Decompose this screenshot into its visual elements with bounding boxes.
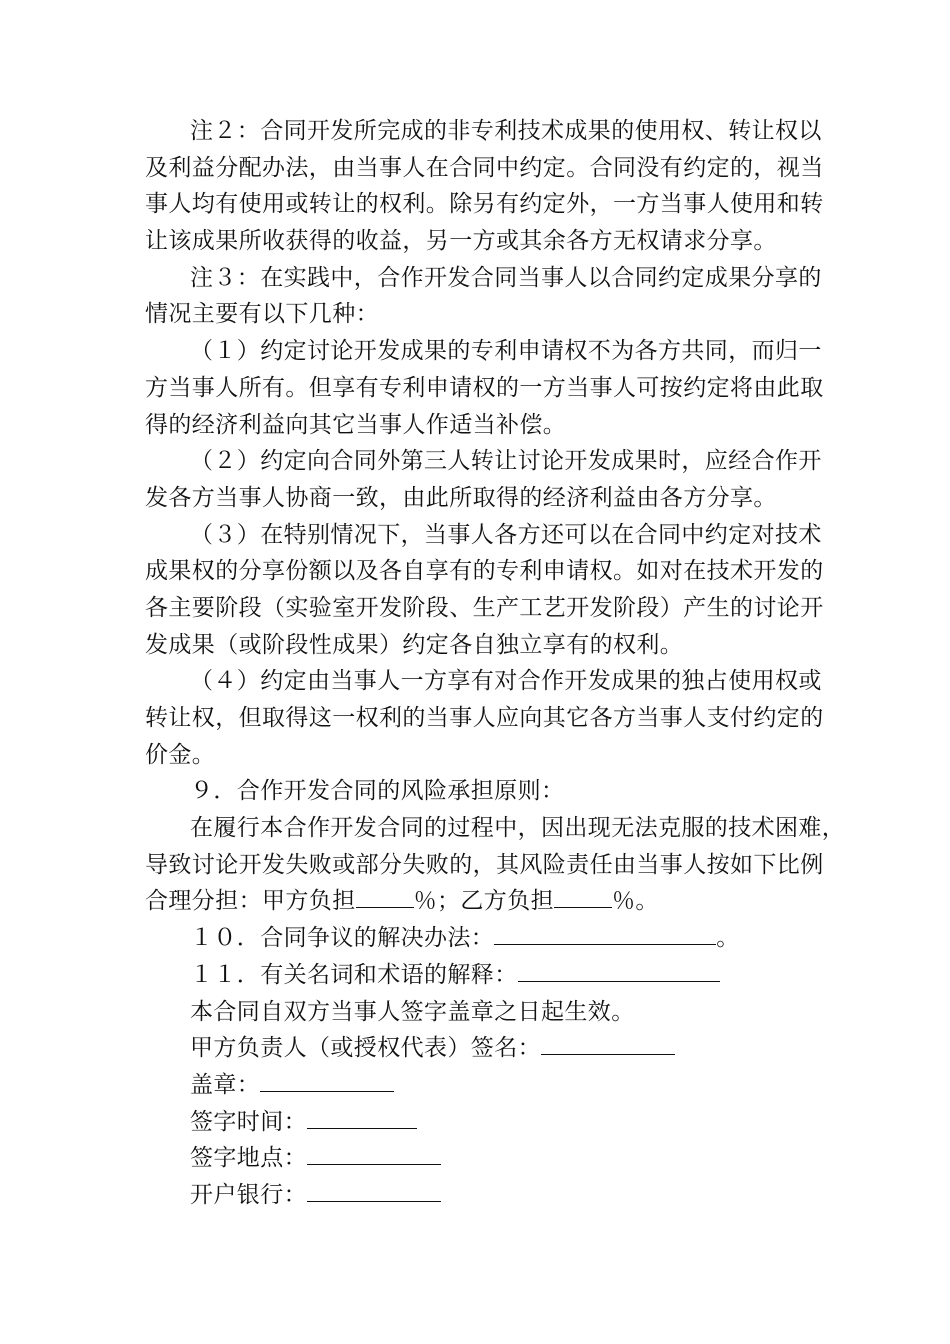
dispute-resolution-blank[interactable]	[494, 922, 716, 945]
item4-line-3: 价金。	[145, 741, 216, 768]
item4-line-2: 转让权，但取得这一权利的当事人应向其它各方当事人支付约定的	[145, 705, 824, 731]
note2-line-3: 事人均有使用或转让的权利。除另有约定外，一方当事人使用和转	[145, 191, 824, 218]
seal-line	[145, 1067, 825, 1104]
clause9-heading: ９．合作开发合同的风险承担原则：	[190, 778, 565, 805]
effective-clause: 本合同自双方当事人签字盖章之日起生效。	[190, 998, 635, 1025]
note2-line-1: 注２：合同开发所完成的非专利技术成果的使用权、转让权以	[190, 118, 822, 144]
signing-time-label: 签字时间：	[190, 1108, 307, 1135]
signing-place-label: 签字地点：	[190, 1145, 307, 1172]
clause11-line	[145, 957, 825, 994]
item2-line-2: 发各方当事人协商一致，由此所取得的经济利益由各方分享。	[145, 484, 777, 511]
clause10-line	[145, 920, 825, 957]
item3-line-2: 成果权的分享份额以及各自享有的专利申请权。如对在技术开发的	[145, 558, 824, 585]
party-a-signature-blank[interactable]	[541, 1032, 675, 1055]
clause9-body-line-2: 导致讨论开发失败或部分失败的，其风险责任由当事人按如下比例	[145, 851, 824, 878]
risk-share-line	[145, 883, 825, 920]
risk-share-prefix: 合理分担：甲方负担	[145, 888, 356, 915]
note3-line-1: 注３：在实践中，合作开发合同当事人以合同约定成果分享的	[190, 264, 822, 291]
item3-line-3: 各主要阶段（实验室开发阶段、生产工艺开发阶段）产生的讨论开	[145, 594, 824, 621]
bank-line	[145, 1177, 825, 1214]
signing-place-line	[145, 1140, 825, 1177]
note3-line-2: 情况主要有以下几种：	[145, 301, 379, 328]
clause10-label: １０．合同争议的解决办法：	[190, 925, 495, 952]
bank-blank[interactable]	[307, 1179, 441, 1202]
item1-line-3: 得的经济利益向其它当事人作适当补偿。	[145, 411, 567, 438]
clause11-label: １１．有关名词和术语的解释：	[190, 961, 518, 988]
party-b-percent-blank[interactable]	[554, 885, 612, 908]
risk-share-mid: ％；乙方负担	[413, 888, 555, 915]
party-a-percent-blank[interactable]	[356, 885, 414, 908]
risk-share-suffix: ％。	[612, 888, 659, 915]
seal-blank[interactable]	[260, 1069, 394, 1092]
item2-line-1: （２）约定向合同外第三人转让讨论开发成果时，应经合作开	[190, 448, 822, 475]
signing-time-blank[interactable]	[307, 1106, 417, 1129]
clause9-body-line-1: 在履行本合作开发合同的过程中，因出现无法克服的技术困难，	[190, 815, 846, 842]
item3-line-1: （３）在特别情况下，当事人各方还可以在合同中约定对技术	[190, 521, 822, 548]
clause10-suffix: 。	[716, 925, 740, 952]
party-a-signature-label: 甲方负责人（或授权代表）签名：	[190, 1035, 541, 1062]
signing-time-line	[145, 1104, 825, 1141]
item1-line-1: （１）约定讨论开发成果的专利申请权不为各方共同，而归一	[190, 338, 822, 365]
item3-line-4: 发成果（或阶段性成果）约定各自独立享有的权利。	[145, 631, 684, 658]
note2-line-2: 及利益分配办法，由当事人在合同中约定。合同没有约定的，视当	[145, 154, 824, 181]
bank-label: 开户银行：	[190, 1181, 307, 1208]
signing-place-blank[interactable]	[307, 1142, 441, 1165]
document-body	[145, 113, 846, 1214]
party-a-signature-line	[145, 1030, 825, 1067]
seal-label: 盖章：	[190, 1071, 261, 1098]
item4-line-1: （４）约定由当事人一方享有对合作开发成果的独占使用权或	[190, 668, 822, 695]
terms-definition-blank[interactable]	[518, 959, 720, 982]
note2-line-4: 让该成果所收获得的收益，另一方或其余各方无权请求分享。	[145, 228, 777, 255]
item1-line-2: 方当事人所有。但享有专利申请权的一方当事人可按约定将由此取	[145, 374, 824, 401]
